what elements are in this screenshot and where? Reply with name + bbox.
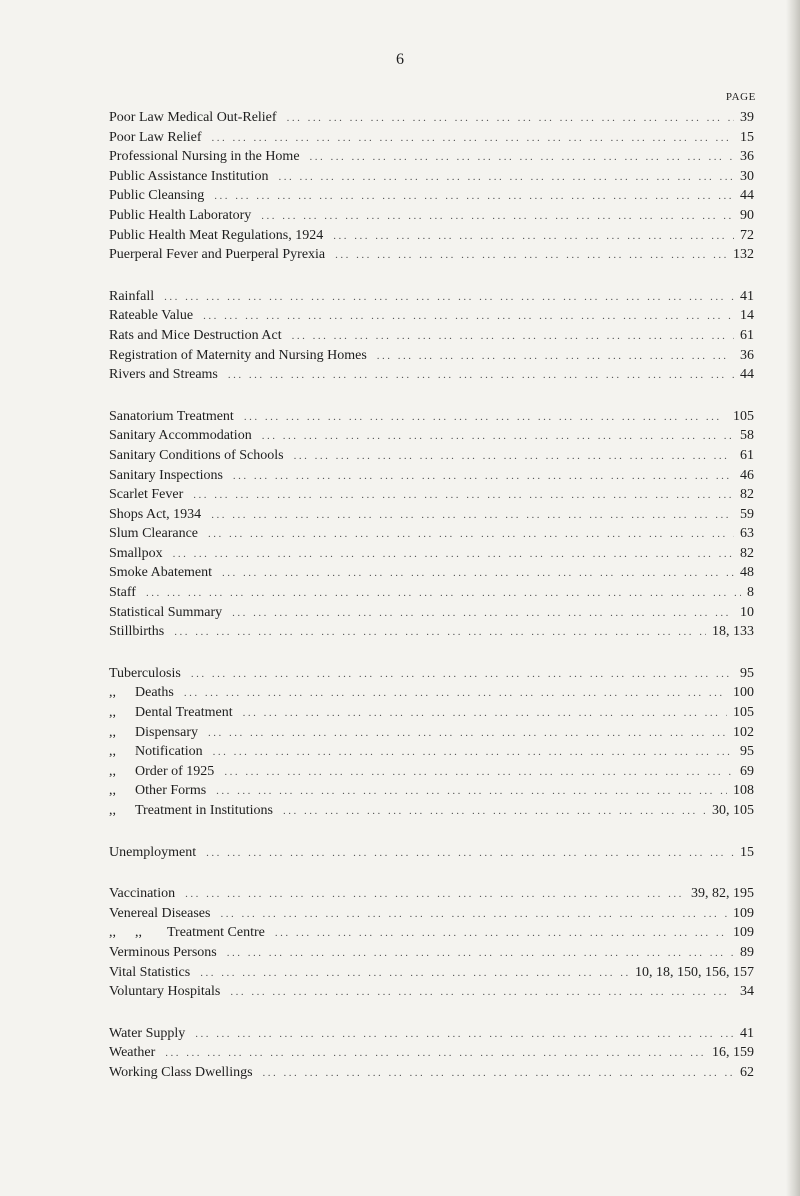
ditto-mark: ,,	[135, 925, 142, 941]
dot-leader	[214, 187, 734, 206]
index-group	[109, 287, 754, 385]
ditto-mark: ,,	[109, 803, 116, 818]
entry-label	[109, 426, 262, 446]
dot-leader	[193, 486, 734, 505]
entry-label	[109, 801, 283, 821]
dot-leader	[263, 1064, 734, 1083]
entry-label	[109, 326, 292, 346]
dot-leader	[230, 983, 734, 1002]
index-entry	[109, 544, 754, 564]
entry-text: Rivers and Streams	[109, 367, 218, 383]
dot-leader	[208, 724, 727, 743]
dot-leader	[227, 944, 734, 963]
entry-label	[109, 781, 216, 801]
entry-label	[109, 563, 222, 583]
entry-text: Rainfall	[109, 288, 155, 304]
entry-pages: 62	[740, 1064, 754, 1080]
entry-pages: 61	[740, 327, 754, 343]
dot-leader	[244, 408, 727, 427]
entry-pages: 95	[740, 744, 754, 760]
index-entry	[109, 108, 754, 128]
entry-label	[109, 206, 261, 226]
entry-text: Treatment Centre	[167, 925, 265, 941]
dot-leader	[208, 525, 734, 544]
dot-leader	[310, 148, 734, 167]
entry-text: Unemployment	[109, 844, 197, 860]
index-entry	[109, 128, 754, 148]
dot-leader	[174, 623, 706, 642]
index-entry	[109, 563, 754, 583]
index-entry	[109, 1024, 754, 1044]
dot-leader	[335, 246, 727, 265]
index-group	[109, 108, 754, 265]
entry-text: Verminous Persons	[109, 944, 217, 960]
entry-label	[109, 884, 185, 904]
entry-label	[109, 505, 211, 525]
index-list	[109, 108, 754, 1105]
entry-text: Dispensary	[135, 724, 198, 740]
dot-leader	[184, 684, 727, 703]
entry-pages: 72	[740, 227, 754, 243]
ditto-mark: ,,	[109, 925, 116, 941]
entry-label	[109, 683, 184, 703]
entry-pages: 44	[740, 367, 754, 383]
entry-label	[109, 147, 310, 167]
entry-label	[109, 923, 275, 943]
entry-text: Poor Law Relief	[109, 129, 202, 145]
dot-leader	[213, 743, 734, 762]
entry-pages: 48	[740, 565, 754, 581]
dot-leader	[216, 782, 727, 801]
entry-label	[109, 603, 232, 623]
entry-pages: 109	[733, 925, 754, 941]
index-entry	[109, 206, 754, 226]
dot-leader	[206, 844, 734, 863]
entry-text: Dental Treatment	[135, 705, 233, 721]
dot-leader	[262, 427, 734, 446]
entry-pages: 30	[740, 168, 754, 184]
entry-text: Other Forms	[135, 783, 207, 799]
entry-label	[109, 982, 230, 1002]
dot-leader	[243, 704, 727, 723]
entry-text: Rats and Mice Destruction Act	[109, 327, 282, 343]
entry-pages: 10	[740, 604, 754, 620]
page-edge-shadow	[786, 0, 800, 1196]
entry-pages: 36	[740, 149, 754, 165]
entry-pages: 14	[740, 308, 754, 324]
dot-leader	[165, 1044, 706, 1063]
entry-pages: 82	[740, 487, 754, 503]
dot-leader	[191, 665, 734, 684]
entry-label	[109, 466, 233, 486]
index-entry	[109, 346, 754, 366]
entry-pages: 10, 18, 150, 156, 157	[635, 964, 754, 980]
entry-text: Slum Clearance	[109, 526, 199, 542]
dot-leader	[200, 964, 629, 983]
index-entry	[109, 884, 754, 904]
entry-pages: 108	[733, 783, 754, 799]
entry-label	[109, 583, 146, 603]
entry-label	[109, 186, 214, 206]
index-entry	[109, 622, 754, 642]
entry-text: Poor Law Medical Out-Relief	[109, 110, 277, 125]
index-entry	[109, 226, 754, 246]
index-entry	[109, 583, 754, 603]
entry-pages: 105	[733, 408, 754, 424]
entry-text: Public Assistance Institution	[109, 168, 269, 184]
dot-leader	[232, 604, 734, 623]
entry-label	[109, 904, 220, 924]
entry-text: Professional Nursing in the Home	[109, 149, 300, 165]
entry-label	[109, 1063, 263, 1083]
entry-label	[109, 544, 173, 564]
ditto-mark: ,,	[109, 705, 116, 721]
dot-leader	[173, 545, 734, 564]
dot-leader	[261, 207, 734, 226]
dot-leader	[333, 227, 734, 246]
index-entry	[109, 466, 754, 486]
entry-pages: 18, 133	[712, 624, 754, 640]
dot-leader	[146, 584, 741, 603]
entry-label	[109, 664, 191, 684]
entry-text: Venereal Diseases	[109, 905, 211, 921]
index-group	[109, 1024, 754, 1083]
entry-text: Sanitary Conditions of Schools	[109, 447, 284, 463]
ditto-mark: ,,	[109, 685, 116, 701]
index-entry	[109, 524, 754, 544]
index-entry	[109, 147, 754, 167]
entry-pages: 59	[740, 506, 754, 522]
entry-text: Rateable Value	[109, 308, 194, 324]
index-group	[109, 664, 754, 821]
entry-pages: 16, 159	[712, 1045, 754, 1061]
dot-leader	[164, 288, 734, 307]
dot-leader	[278, 168, 734, 187]
entry-pages: 109	[733, 905, 754, 921]
entry-text: Tuberculosis	[109, 665, 181, 681]
dot-leader	[212, 129, 734, 148]
index-entry	[109, 762, 754, 782]
entry-pages: 15	[740, 129, 754, 145]
dot-leader	[275, 924, 727, 943]
dot-leader	[292, 327, 734, 346]
dot-leader	[195, 1025, 734, 1044]
entry-pages: 41	[740, 288, 754, 304]
index-entry	[109, 801, 754, 821]
index-entry	[109, 287, 754, 307]
entry-pages: 44	[740, 188, 754, 204]
entry-text: Order of 1925	[135, 763, 215, 779]
entry-pages: 61	[740, 447, 754, 463]
dot-leader	[220, 905, 727, 924]
entry-label	[109, 407, 244, 427]
entry-text: Weather	[109, 1045, 156, 1061]
index-entry	[109, 186, 754, 206]
entry-label	[109, 167, 278, 187]
index-entry	[109, 306, 754, 326]
index-entry	[109, 426, 754, 446]
dot-leader	[203, 307, 734, 326]
entry-text: Public Health Laboratory	[109, 207, 252, 223]
entry-pages: 102	[733, 724, 754, 740]
entry-label	[109, 843, 206, 863]
ditto-mark: ,,	[109, 763, 116, 779]
entry-text: Sanitary Inspections	[109, 467, 223, 483]
entry-pages: 39	[740, 110, 754, 125]
entry-pages: 132	[733, 247, 754, 263]
entry-label	[109, 762, 224, 782]
index-entry	[109, 485, 754, 505]
entry-pages: 46	[740, 467, 754, 483]
index-entry	[109, 407, 754, 427]
dot-leader	[228, 366, 734, 385]
index-entry	[109, 982, 754, 1002]
index-group	[109, 843, 754, 863]
index-entry	[109, 167, 754, 187]
entry-pages: 100	[733, 685, 754, 701]
entry-text: Water Supply	[109, 1025, 186, 1041]
index-entry	[109, 723, 754, 743]
entry-label	[109, 742, 213, 762]
index-entry	[109, 943, 754, 963]
index-entry	[109, 664, 754, 684]
entry-pages: 90	[740, 207, 754, 223]
entry-label	[109, 306, 203, 326]
entry-pages: 30, 105	[712, 803, 754, 818]
index-entry	[109, 326, 754, 346]
entry-pages: 82	[740, 545, 754, 561]
entry-label	[109, 485, 193, 505]
dot-leader	[377, 347, 734, 366]
entry-label	[109, 963, 200, 983]
entry-text: Scarlet Fever	[109, 487, 184, 503]
entry-label	[109, 108, 287, 128]
entry-text: Vaccination	[109, 886, 176, 902]
dot-leader	[294, 447, 734, 466]
entry-text: Smoke Abatement	[109, 565, 213, 581]
index-entry	[109, 963, 754, 983]
entry-pages: 63	[740, 526, 754, 542]
entry-pages: 41	[740, 1025, 754, 1041]
entry-label	[109, 1043, 165, 1063]
index-entry	[109, 703, 754, 723]
entry-pages: 34	[740, 984, 754, 1000]
entry-text: Sanatorium Treatment	[109, 408, 234, 424]
entry-pages: 89	[740, 944, 754, 960]
index-entry	[109, 603, 754, 623]
entry-pages: 15	[740, 844, 754, 860]
entry-label	[109, 245, 335, 265]
entry-pages: 69	[740, 763, 754, 779]
entry-text: Staff	[109, 585, 136, 601]
dot-leader	[224, 763, 734, 782]
index-entry	[109, 923, 754, 943]
entry-text: Smallpox	[109, 545, 163, 561]
entry-text: Voluntary Hospitals	[109, 984, 221, 1000]
entry-pages: 36	[740, 347, 754, 363]
entry-pages: 8	[747, 585, 754, 601]
entry-label	[109, 524, 208, 544]
entry-label	[109, 226, 333, 246]
entry-label	[109, 287, 164, 307]
entry-label	[109, 365, 228, 385]
entry-text: Treatment in Institutions	[135, 803, 273, 818]
index-entry	[109, 1063, 754, 1083]
index-entry	[109, 781, 754, 801]
entry-text: Working Class Dwellings	[109, 1064, 253, 1080]
entry-label	[109, 703, 243, 723]
entry-label	[109, 943, 227, 963]
entry-text: Shops Act, 1934	[109, 506, 202, 522]
entry-text: Registration of Maternity and Nursing Homes	[109, 347, 367, 363]
entry-text: Vital Statistics	[109, 964, 191, 980]
dot-leader	[233, 467, 734, 486]
index-entry	[109, 245, 754, 265]
ditto-mark: ,,	[109, 724, 116, 740]
dot-leader	[287, 109, 734, 128]
dot-leader	[211, 506, 734, 525]
index-entry	[109, 446, 754, 466]
entry-text: Public Cleansing	[109, 188, 205, 204]
index-entry	[109, 683, 754, 703]
dot-leader	[222, 564, 734, 583]
entry-label	[109, 346, 377, 366]
entry-label	[109, 723, 208, 743]
entry-text: Stillbirths	[109, 624, 165, 640]
entry-text: Sanitary Accommodation	[109, 428, 252, 444]
entry-text: Statistical Summary	[109, 604, 223, 620]
page-number: 6	[396, 51, 404, 68]
dot-leader	[185, 885, 685, 904]
index-group	[109, 884, 754, 1002]
entry-label	[109, 622, 174, 642]
index-entry	[109, 742, 754, 762]
entry-pages: 105	[733, 705, 754, 721]
ditto-mark: ,,	[109, 744, 116, 760]
entry-text: Deaths	[135, 685, 174, 701]
index-entry	[109, 904, 754, 924]
entry-text: Puerperal Fever and Puerperal Pyrexia	[109, 247, 326, 263]
entry-text: Public Health Meat Regulations, 1924	[109, 227, 324, 243]
page-column-heading: PAGE	[725, 91, 756, 103]
entry-pages: 95	[740, 665, 754, 681]
entry-label	[109, 128, 212, 148]
entry-text: Notification	[135, 744, 203, 760]
dot-leader	[283, 802, 706, 821]
index-entry	[109, 843, 754, 863]
index-entry	[109, 1043, 754, 1063]
entry-label	[109, 1024, 195, 1044]
entry-label	[109, 446, 294, 466]
index-entry	[109, 365, 754, 385]
entry-pages: 58	[740, 428, 754, 444]
entry-pages: 39, 82, 195	[691, 886, 754, 902]
index-entry	[109, 505, 754, 525]
ditto-mark: ,,	[109, 783, 116, 799]
index-group	[109, 407, 754, 642]
